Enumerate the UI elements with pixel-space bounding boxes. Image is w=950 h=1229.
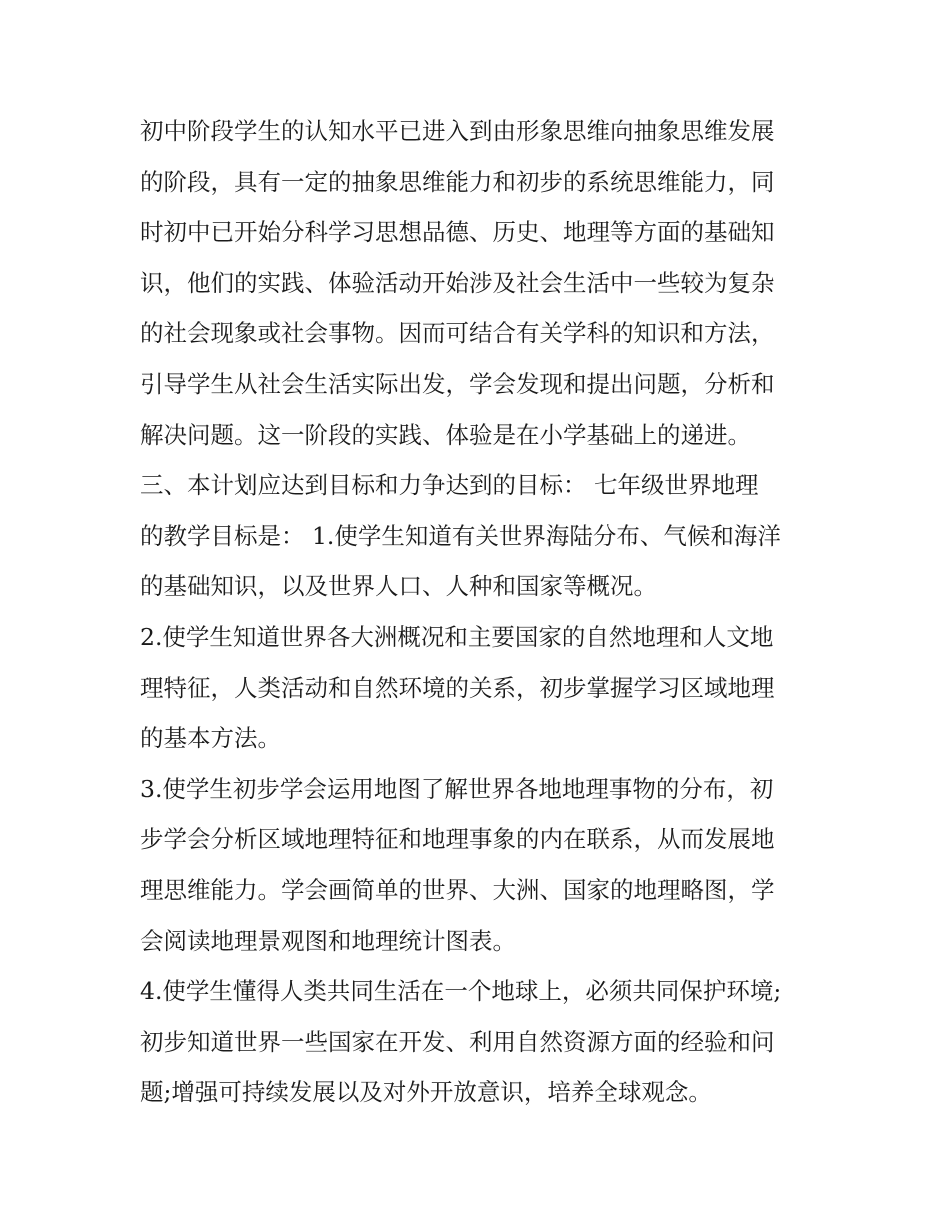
list-item-4-line: 4.使学生懂得人类共同生活在一个地球上，必须共同保护环境;: [140, 977, 782, 1006]
text-line: 解决问题。这一阶段的实践、体验是在小学基础上的递进。: [140, 420, 751, 449]
text-line: 理思维能力。学会画简单的世界、大洲、国家的地理略图，学: [140, 875, 775, 904]
text-line: 识，他们的实践、体验活动开始涉及社会生活中一些较为复杂: [140, 268, 775, 297]
text-line: 初步知道世界一些国家在开发、利用自然资源方面的经验和问: [140, 1027, 775, 1056]
text-line: 引导学生从社会生活实际出发，学会发现和提出问题，分析和: [140, 369, 775, 398]
text-line: 的社会现象或社会事物。因而可结合有关学科的知识和方法，: [140, 319, 775, 348]
text-line: 时初中已开始分科学习思想品德、历史、地理等方面的基础知: [140, 218, 775, 247]
text-line: 初中阶段学生的认知水平已进入到由形象思维向抽象思维发展: [140, 117, 775, 145]
text-line: 的教学目标是： 1.使学生知道有关世界海陆分布、气候和海洋: [140, 521, 781, 550]
list-item-3-line: 3.使学生初步学会运用地图了解世界各地地理事物的分布，初: [140, 774, 774, 803]
text-line: 理特征，人类活动和自然环境的关系，初步掌握学习区域地理: [140, 673, 775, 702]
body-text: [140, 106, 820, 1118]
text-line: 的阶段，具有一定的抽象思维能力和初步的系统思维能力，同: [140, 167, 775, 196]
list-item-2-line: 2.使学生知道世界各大洲概况和主要国家的自然地理和人文地: [140, 622, 774, 651]
text-line: 会阅读地理景观图和地理统计图表。: [140, 926, 516, 955]
section-heading-line: 三、本计划应达到目标和力争达到的目标： 七年级世界地理: [140, 471, 759, 500]
text-line: 的基本方法。: [140, 724, 281, 753]
text-line: 的基础知识，以及世界人口、人种和国家等概况。: [140, 572, 657, 601]
text-line: 题;增强可持续发展以及对外开放意识，培养全球观念。: [140, 1078, 712, 1107]
text-line: 步学会分析区域地理特征和地理事象的内在联系，从而发展地: [140, 825, 775, 854]
